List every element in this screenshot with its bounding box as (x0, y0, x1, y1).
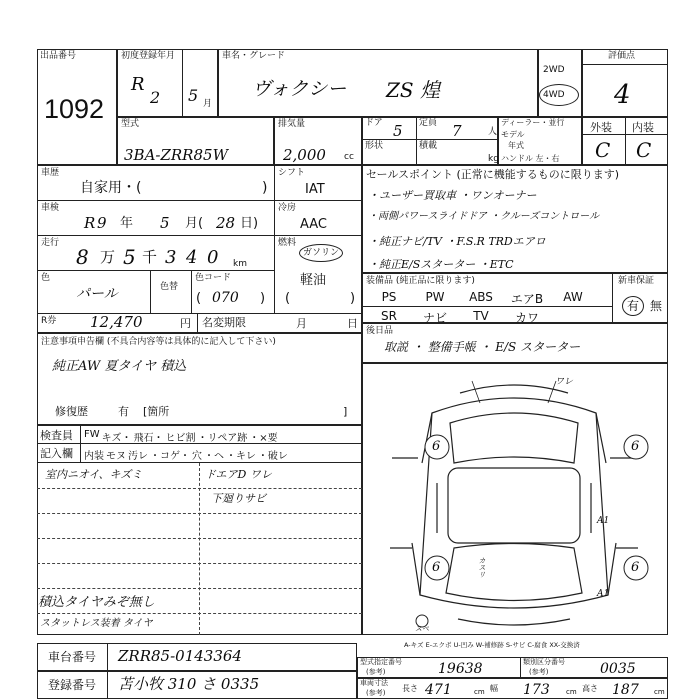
equip-item-2: ABS (469, 290, 493, 304)
tyre-fr-label: 6 (631, 439, 640, 454)
hw-note-4: 積込タイヤみぞ無し (38, 595, 155, 610)
inspect-day: 28 (216, 214, 236, 232)
mileage-d5: 0 (207, 247, 219, 268)
sales-point-2: ・両側パワースライドドア ・クルーズコントロール (368, 211, 600, 222)
equip-label: 装備品 (純正品に限ります) (366, 276, 475, 286)
disp-unit: cc (344, 152, 354, 162)
model-no-label: 型式指定番号 (360, 658, 402, 666)
equip-item-0: PS (381, 290, 397, 304)
equip-row-1 (366, 290, 596, 307)
name-label: 車名・グレード (222, 51, 286, 61)
color-label: 色 (41, 273, 51, 283)
equip-item2-2: TV (473, 309, 489, 323)
sales-label: セールスポイント (正常に機能するものに限ります) (366, 168, 620, 181)
inspect-month-unit: 月( (185, 216, 204, 231)
ac-label: 冷房 (278, 203, 297, 213)
check-row2-item-2: 汚レ (128, 451, 148, 462)
color-value: パール (76, 286, 118, 302)
legend: A-キズ E-エクボ U-凹み W-補修跡 S-サビ C-腐食 XX-交換済 (404, 641, 580, 649)
mileage-d2: 5 (123, 245, 136, 269)
left-info-vsep (274, 165, 275, 313)
equip-vsep (612, 273, 613, 323)
check-row2-item-4: 穴 (192, 451, 202, 462)
door-vsep (416, 117, 417, 165)
model-year-label: モデル (501, 130, 525, 139)
row-sep-3 (37, 270, 274, 271)
usage-value: 自家用・( (80, 180, 142, 196)
reg-year: 2 (150, 88, 161, 107)
cap-unit: 人 (488, 127, 498, 137)
category-label: 類別区分番号 (523, 658, 565, 666)
shape-label: 形状 (365, 141, 384, 151)
ac-value: AAC (300, 217, 327, 232)
recycle-label: R券 (41, 316, 57, 326)
sales-point-1: ・ユーザー買取車 ・ワンオーナー (368, 189, 537, 202)
check-row2-item-3: ・コゲ・ (150, 451, 190, 462)
check-row2-item-1: モヌ (106, 451, 126, 462)
cap-value: 7 (452, 122, 462, 140)
check-row1-item-0: FW (84, 429, 100, 440)
color-vsep (150, 270, 151, 313)
recycle-vsep (197, 313, 198, 333)
check-row2-item-0: 内装 (84, 451, 104, 462)
equip-item2-0: SR (381, 309, 397, 323)
load-label: 積載 (419, 141, 438, 151)
hgt-value: 187 (612, 682, 639, 698)
car-grade: ZS 煌 (386, 78, 440, 102)
category-ref: (参考) (529, 668, 549, 676)
entry-label: 記入欄 (40, 447, 73, 460)
color-paren-open: ( (196, 291, 202, 306)
mileage-u1: 万 (100, 248, 116, 266)
drive-4wd: 4WD (543, 90, 565, 100)
wid-unit: cm (566, 688, 577, 696)
check-row1-item-1: キズ・ (101, 433, 132, 444)
reg-sep (182, 49, 183, 117)
warranty-no: 無 (650, 299, 663, 313)
color-change-label: 色替 (160, 282, 179, 292)
drive-box (538, 49, 582, 117)
year-label: 年式 (508, 141, 524, 150)
sales-point-4: ・純正E/Sスターター ・ETC (368, 258, 514, 271)
repair-label: 修復歴 (55, 405, 88, 418)
hgt-unit: cm (654, 688, 665, 696)
warranty-yes: 有 (627, 299, 640, 313)
equip-item2-3: カワ (514, 311, 539, 325)
after-value: 取説 ・ 整備手帳 ・ E/S スターター (384, 340, 581, 354)
fuel-label: 燃料 (278, 238, 297, 248)
grade-sep (582, 134, 668, 135)
int-label: 内装 (632, 121, 654, 134)
inspect-day-unit: 日) (240, 216, 259, 231)
hw-note-5: スタットレス装着 タイヤ (40, 618, 153, 629)
after-label: 後日品 (366, 326, 394, 336)
door-label: ドア (365, 118, 383, 128)
notes-label: 注意事項申告欄 (不具合内容等は具体的に記入して下さい) (41, 337, 276, 347)
car-name: ヴォクシー (252, 78, 347, 100)
diagram-scratch: カスリ (478, 557, 486, 578)
color-code-label: 色コード (195, 273, 232, 283)
lot-label: 出品番号 (40, 51, 77, 61)
handle-label: ハンドル 左・右 (501, 154, 560, 163)
equip-item-4: AW (563, 290, 583, 304)
check-row1-item-5: ・×要 (249, 433, 278, 444)
recycle-amount: 12,470 (90, 313, 143, 331)
inspect-month: 5 (160, 214, 170, 232)
door-value: 5 (393, 122, 403, 140)
inspect-year-unit: 年 (120, 216, 134, 231)
color-paren-close: ) (260, 291, 266, 306)
notes2-vsep (199, 463, 200, 635)
check-row1-item-3: ヒビ割 (165, 433, 196, 444)
len-label: 長さ (402, 684, 418, 693)
check-row-2 (84, 447, 288, 462)
name-change-label: 名変期限 (202, 316, 246, 329)
equip-item-1: PW (425, 290, 445, 304)
mileage-d1: 8 (76, 245, 89, 269)
diagram-a1-a: A1 (597, 516, 610, 526)
plate-value: 苫小牧 310 さ 0335 (118, 675, 260, 693)
hw-note-3: 下廻りサビ (211, 492, 266, 505)
notes-line1: 純正AW 夏タイヤ 積込 (52, 359, 187, 374)
wid-label: 幅 (490, 684, 498, 693)
reg-era: R (131, 74, 145, 95)
wid-value: 173 (523, 682, 550, 698)
reg-month: 5 (188, 86, 199, 105)
repair-place: [箇所 (143, 405, 170, 418)
shift-label: シフト (278, 168, 306, 178)
sales-point-3: ・純正ナビ/TV ・F.S.R TRDエアロ (368, 235, 546, 248)
name-change-day: 日 (347, 317, 358, 330)
chassis-vsep (107, 643, 108, 671)
chassis-value: ZRR85-0143364 (118, 647, 242, 665)
mileage-unit: km (233, 259, 247, 269)
disp-label: 排気量 (278, 119, 306, 129)
reg-month-unit: 月 (203, 99, 213, 109)
fuel-gas: ガソリン (303, 248, 340, 258)
mileage-d4: 4 (186, 247, 198, 268)
plate-label: 登録番号 (48, 678, 97, 692)
drive-2wd: 2WD (543, 65, 565, 75)
load-unit: kg (488, 154, 499, 164)
color-code: 070 (212, 290, 239, 306)
usage-label: 車歴 (41, 168, 60, 178)
car-diagram (362, 363, 668, 635)
recycle-yen: 円 (180, 317, 191, 330)
reg-label: 初度登録年月 (121, 51, 176, 61)
size-label: 車両寸法 (360, 679, 388, 687)
plate-vsep (107, 671, 108, 699)
lot-number: 1092 (44, 94, 105, 124)
category-value: 0035 (600, 661, 636, 677)
equip-item-3: エアB (510, 292, 544, 306)
check-vsep (80, 425, 81, 463)
tyre-fl-label: 6 (432, 439, 441, 454)
model-no-value: 19638 (438, 661, 483, 677)
mileage-label: 走行 (41, 238, 60, 248)
chassis-label: 車台番号 (48, 650, 97, 664)
door-sep (362, 139, 498, 140)
row-sep-4 (37, 313, 362, 314)
fuel-paren-open: ( (285, 291, 291, 306)
diagram-a1-b: A1 (597, 589, 610, 599)
grade-vsep (625, 117, 626, 165)
hw-note-1: 室内ニオイ、キズミ (45, 468, 143, 481)
diagram-wl: ワレ (555, 377, 574, 387)
disp-value: 2,000 (283, 146, 326, 164)
cap-label: 定員 (419, 118, 438, 128)
int-grade: C (636, 138, 652, 162)
diagram-spare: スペ (415, 625, 429, 633)
len-unit: cm (474, 688, 485, 696)
inspect-era: R (84, 214, 96, 232)
inspect-year: 9 (97, 214, 107, 232)
row-sep-2 (37, 235, 362, 236)
fuel-paren-close: ) (350, 291, 356, 306)
row-sep-1 (37, 200, 362, 201)
fuel-light-oil: 軽油 (300, 273, 327, 288)
shift-value: IAT (305, 182, 325, 197)
hgt-label: 高さ (582, 684, 598, 693)
tyre-rr-label: 6 (631, 560, 640, 575)
ext-label: 外装 (590, 121, 612, 134)
repair-close: ] (343, 405, 348, 418)
check-row2-item-6: ・キレ (226, 451, 256, 462)
size-ref: (参考) (366, 689, 386, 697)
warranty-label: 新車保証 (618, 276, 655, 286)
ext-grade: C (595, 138, 611, 162)
check-row-1 (84, 429, 278, 444)
score-sep (582, 64, 668, 65)
mileage-u2: 千 (142, 248, 158, 266)
hw-note-2: ドエアD ワレ (205, 468, 272, 481)
check-row2-item-7: ・破レ (257, 451, 288, 462)
model-no-ref: (参考) (366, 668, 386, 676)
equip-item2-1: ナビ (422, 311, 447, 325)
model-label: 型式 (121, 119, 140, 129)
color-vsep2 (191, 270, 192, 313)
check-row1-item-2: 飛石・ (133, 433, 164, 444)
usage-close: ) (262, 180, 268, 196)
check-row1-item-4: ・リペア跡 (197, 433, 248, 444)
check-row2-item-5: ・ヘ (204, 451, 224, 462)
tyre-rl-label: 6 (432, 560, 441, 575)
dealer-label: ディーラー・並行 (501, 118, 565, 127)
score-label: 評価点 (608, 51, 636, 61)
len-value: 471 (425, 682, 452, 698)
name-change-month: 月 (296, 317, 307, 330)
inspect-label: 車検 (41, 203, 60, 213)
model-value: 3BA-ZRR85W (124, 146, 228, 164)
score-value: 4 (614, 80, 631, 110)
inspector-label: 検査員 (40, 429, 73, 442)
mileage-d3: 3 (165, 247, 177, 268)
model-no-vsep (520, 657, 521, 678)
repair-value: 有 (118, 405, 129, 418)
